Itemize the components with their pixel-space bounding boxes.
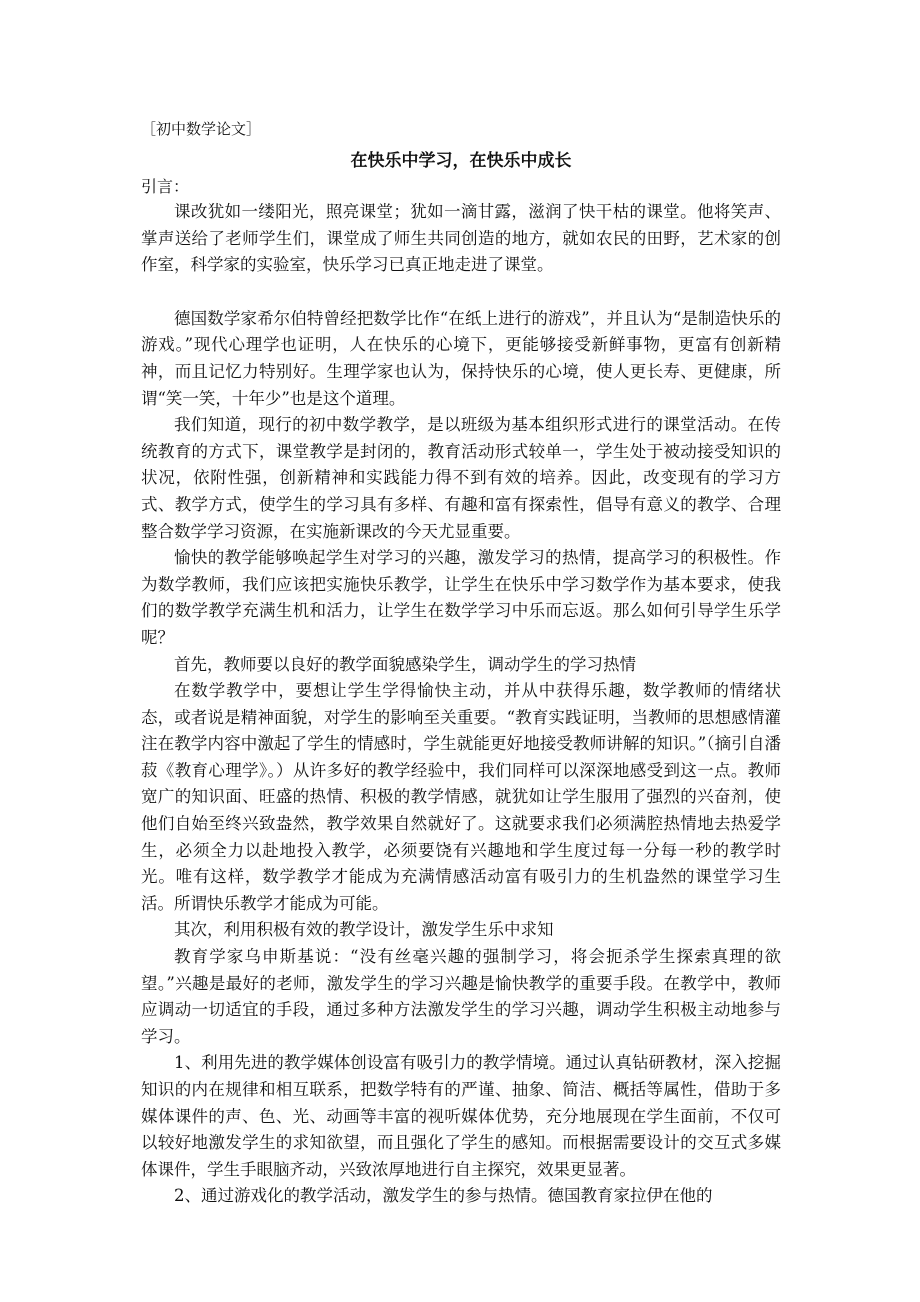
- category-tag: ［初中数学论文］: [141, 120, 262, 138]
- paragraph-gap: [141, 279, 781, 306]
- section-heading: 其次，利用积极有效的教学设计，激发学生乐中求知: [174, 920, 554, 940]
- body-paragraph: 在数学教学中，要想让学生学得愉快主动，并从中获得乐趣，数学教师的情绪状态，或者说是精神面貌，对学生的影响至关重要。“教育实践证明，当教师的思想感情灌注在教学内容中激起了学生的情感时，学生就能更好地接受教师讲解的知识。”（摘引自潘菽《教育心理学》。）从许多好的教学经验中，我们同样可以深深地感受到这一点。教师宽广的知识面、旺盛的热情、积极的教学情感，就犹如让学生服用了强烈的兴奋剂，使他们自始至终兴致盎然，教学效果自然就好了。这就要求我们必须满腔热情地去热爱学生，必须全力以赴地投入教学，必须要饶有兴趣地和学生度过每一分每一秒的教学时光。唯有这样，数学教学才能成为充满情感活动富有吸引力的生机盎然的课堂学习生活。所谓快乐教学才能成为可能。: [141, 681, 781, 913]
- document-page: [141, 117, 781, 1210]
- body-paragraph: 教育学家乌申斯基说：“没有丝毫兴趣的强制学习，将会扼杀学生探索真理的欲望。”兴趣是最好的老师，激发学生的学习兴趣是愉快教学的重要手段。在教学中，教师应调动一切适宜的手段，通过多种方法激发学生的学习兴趣，调动学生积极主动地参与学习。: [141, 947, 781, 1046]
- body-paragraph: 我们知道，现行的初中数学教学，是以班级为基本组织形式进行的课堂活动。在传统教育的方式下，课堂教学是封闭的，教育活动形式较单一，学生处于被动接受知识的状况，依附性强，创新精神和实践能力得不到有效的培养。因此，改变现有的学习方式、教学方式，使学生的学习具有多样、有趣和富有探索性，倡导有意义的教学、合理整合数学学习资源，在实施新课改的今天尤显重要。: [141, 415, 781, 541]
- list-paragraph: 1、利用先进的教学媒体创设富有吸引力的教学情境。通过认真钻研教材，深入挖掘知识的内在规律和相互联系，把数学特有的严谨、抽象、简洁、概括等属性，借助于多媒体课件的声、色、光、动画等丰富的视听媒体优势，充分地展现在学生面前，不仅可以较好地激发学生的求知欲望，而且强化了学生的感知。而根据需要设计的交互式多媒体课件，学生手眼脑齐动，兴致浓厚地进行自主探究，效果更显著。: [141, 1053, 781, 1179]
- intro-paragraph: 课改犹如一缕阳光，照亮课堂；犹如一滴甘露，滋润了快干枯的课堂。他将笑声、掌声送给了老师学生们，课堂成了师生共同创造的地方，就如农民的田野，艺术家的创作室，科学家的实验室，快乐学习已真正地走进了课堂。: [141, 202, 781, 275]
- body-paragraph: 德国数学家希尔伯特曾经把数学比作“在纸上进行的游戏”，并且认为“是制造快乐的游戏。”现代心理学也证明，人在快乐的心境下，更能够接受新鲜事物，更富有创新精神，而且记忆力特别好。生理学家也认为，保持快乐的心境，使人更长寿、更健康，所谓“笑一笑，十年少”也是这个道理。: [141, 308, 781, 408]
- intro-label: 引言：: [141, 177, 190, 196]
- section-heading: 首先，教师要以良好的教学面貌感染学生，调动学生的学习热情: [174, 654, 636, 674]
- body-paragraph: 愉快的教学能够唤起学生对学习的兴趣，激发学习的热情，提高学习的积极性。作为数学教师，我们应该把实施快乐教学，让学生在快乐中学习数学作为基本要求，使我们的数学教学充满生机和活力，让学生在数学学习中乐而忘返。那么如何引导学生乐学呢？: [141, 548, 781, 647]
- article-title: 在快乐中学习，在快乐中成长: [350, 151, 572, 171]
- list-paragraph: 2、通过游戏化的教学活动，激发学生的参与热情。德国教育家拉伊在他的: [174, 1186, 713, 1206]
